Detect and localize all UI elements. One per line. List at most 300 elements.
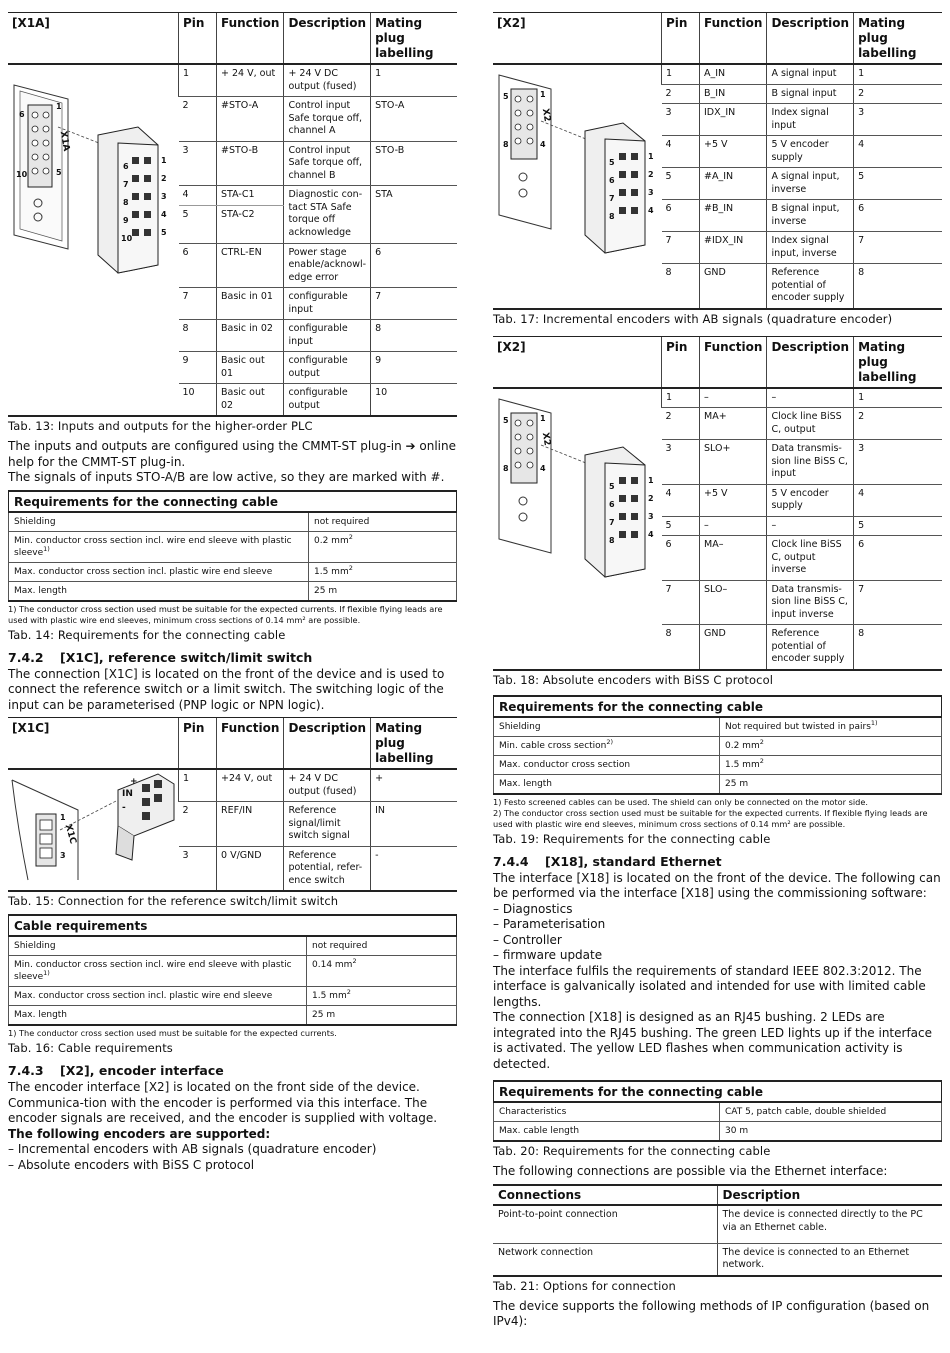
text-fragment: 1 <box>648 152 654 161</box>
table-row <box>9 531 457 562</box>
paragraph: The encoder interface [X2] is located on the front side of the device. Communica-tion with the encoder is performed via this interface. The encoder signals are received, and the encoder is supplied with voltage. <box>8 1080 438 1125</box>
footnote <box>8 604 457 626</box>
table-header-cell: Function <box>700 13 767 65</box>
table-cell: Characteristics <box>494 1102 720 1122</box>
x2-biss-connector-figure <box>493 388 662 670</box>
table-row <box>8 769 457 802</box>
table-cell: STO-A <box>371 97 457 142</box>
table-cell: Max. length <box>9 1006 307 1026</box>
table-cell: B signal input <box>767 84 854 104</box>
table-cell: Diagnostic con-tact STA Safe torque off acknowledge <box>284 186 371 244</box>
text-fragment: 2 <box>759 756 764 765</box>
table-row <box>9 936 457 956</box>
table-cell: Reference potential of encoder supply <box>767 264 854 309</box>
table-cell: Shielding <box>9 936 307 956</box>
x1c-label-pin3: 3 <box>60 851 66 860</box>
list-item: – firmware update <box>493 948 942 964</box>
table-cell: Basic in 01 <box>217 288 284 320</box>
table-cell: 8 <box>179 320 217 352</box>
x1a-connector-figure <box>8 64 179 416</box>
table-cell: Max. conductor cross section <box>494 755 720 774</box>
table-cell: + 24 V, out <box>217 64 284 97</box>
table-header-cell: Mating plug labelling <box>854 13 942 65</box>
text-fragment: 6 <box>609 499 615 509</box>
table-cell: 4 <box>854 136 942 168</box>
x1c-connector-drawing <box>8 770 178 884</box>
table-row <box>9 956 457 987</box>
table-cell: + <box>371 769 457 802</box>
x2-connector-figure <box>493 64 662 309</box>
table-cell: STA-C1 <box>217 186 284 206</box>
table-cell <box>309 531 457 562</box>
table-cell: Reference potential of encoder supply <box>767 625 854 670</box>
table-row <box>8 64 457 97</box>
x2-label-connector: X2 <box>539 107 552 123</box>
table-cell: #IDX_IN <box>700 232 767 264</box>
paragraph: The interface fulfils the requirements of standard IEEE 802.3:2012. The interface is galvanically isolated and intended for use with limited cable lengths. <box>493 963 926 1009</box>
table-cell: 8 <box>662 625 700 670</box>
text-fragment: 0.14 mm <box>312 960 353 970</box>
plug-label-3: 3 <box>161 192 167 201</box>
table-cell: configurable input <box>284 320 371 352</box>
plug-label-1: 1 <box>161 156 167 165</box>
table-cell: not required <box>309 512 457 532</box>
x1c-label-pin1: 1 <box>60 813 66 822</box>
list-item: – Diagnostics <box>493 902 942 918</box>
header-mating-plug: Mating plug labelling <box>371 13 457 65</box>
table-header-cell: Description <box>767 336 854 388</box>
table-row <box>493 1205 942 1243</box>
table-header-cell: [X2] <box>493 13 662 65</box>
x2-biss-pin-table <box>493 336 942 671</box>
table-cell: not required <box>307 936 457 956</box>
table-cell: STA <box>371 186 457 244</box>
table-cell: B_IN <box>700 84 767 104</box>
table-cell: 6 <box>371 243 457 288</box>
table-cell: #STO-B <box>217 141 284 186</box>
table-cell: 7 <box>662 580 700 625</box>
table-row <box>494 717 942 737</box>
tab19-caption: Tab. 19: Requirements for the connecting cable <box>493 831 771 846</box>
table-cell: – <box>700 388 767 408</box>
table-cell: 1 <box>854 388 942 408</box>
table-row <box>494 774 942 794</box>
table-cell: A_IN <box>700 64 767 84</box>
table-cell: 6 <box>662 200 700 232</box>
table-cell: 1 <box>662 388 700 408</box>
table-cell: 10 <box>371 384 457 417</box>
header-description: Description <box>284 13 371 65</box>
table-cell: 5 <box>854 168 942 200</box>
section-heading-744 <box>493 854 942 869</box>
table-cell: +5 V <box>700 136 767 168</box>
table-cell: Power stage enable/acknowl-edge error <box>284 243 371 288</box>
table-header <box>493 1185 942 1206</box>
text-fragment: 2 <box>348 532 353 541</box>
table-cell: – <box>767 516 854 536</box>
text-fragment: 8 <box>503 463 509 473</box>
table-cell: SLO– <box>700 580 767 625</box>
table-cell: B signal input, inverse <box>767 200 854 232</box>
paragraph: The connection [X18] is designed as an RJ45 bushing. 2 LEDs are integrated into the RJ45 bushing. The green LED lights up if the interface is activated. The yellow LED flashes when communication activity is detected. <box>493 1010 933 1071</box>
table-cell: 5 <box>662 168 700 200</box>
table-title: Requirements for the connecting cable <box>494 1081 942 1102</box>
table-header-cell: Mating plug labelling <box>371 718 457 770</box>
table-cell: #STO-A <box>217 97 284 142</box>
table-cell: IN <box>371 802 457 847</box>
table-cell: 1 <box>179 769 217 802</box>
plug-label-5: 5 <box>161 228 167 237</box>
table-cell: 5 V encoder supply <box>767 484 854 516</box>
plug-label-10: 10 <box>121 234 133 243</box>
table-cell: Clock line BiSS C, output inverse <box>767 536 854 581</box>
x2-biss-connector-drawing <box>493 389 661 657</box>
table-row <box>494 1122 942 1142</box>
text-fragment: 8 <box>503 140 509 149</box>
table-title: Requirements for the connecting cable <box>494 696 942 717</box>
table-row <box>9 987 457 1006</box>
header-connector: [X1A] <box>8 13 179 65</box>
table-cell: Index signal input <box>767 104 854 136</box>
connection-options-table <box>493 1184 942 1277</box>
table-cell: configurable output <box>284 384 371 417</box>
table-row <box>494 1102 942 1122</box>
table-cell: 6 <box>854 200 942 232</box>
table-cell: + 24 V DC output (fused) <box>284 769 371 802</box>
table-cell: 4 <box>662 484 700 516</box>
table-header-cell: Function <box>217 718 284 770</box>
text-fragment: 1.5 mm <box>725 759 760 770</box>
x1a-label-pin1: 1 <box>56 102 62 111</box>
table-cell: configurable output <box>284 352 371 384</box>
text-fragment: 7 <box>609 194 615 203</box>
tab17-caption: Tab. 17: Incremental encoders with AB signals (quadrature encoder) <box>493 311 893 326</box>
table-header-cell: [X2] <box>493 336 662 388</box>
table-cell: Network connection <box>493 1243 717 1276</box>
text-fragment: 5 <box>609 158 615 167</box>
table-cell: A signal input, inverse <box>767 168 854 200</box>
table-cell: A signal input <box>767 64 854 84</box>
footnote <box>8 1028 457 1039</box>
table-cell: 2 <box>854 408 942 440</box>
text-fragment: Min. conductor cross section incl. wire end sleeve with plastic sleeve <box>14 535 292 558</box>
text-fragment: The following encoders are supported: <box>8 1126 271 1141</box>
cable-requirements-table-1 <box>8 490 457 602</box>
table-cell: 10 <box>179 384 217 417</box>
table-cell: 8 <box>854 264 942 309</box>
table-cell: + 24 V DC output (fused) <box>284 64 371 97</box>
tab21-caption: Tab. 21: Options for connection <box>493 1278 676 1293</box>
table-cell: 3 <box>854 440 942 485</box>
table-cell: 7 <box>662 232 700 264</box>
table-cell: CAT 5, patch cable, double shielded <box>720 1102 942 1122</box>
table-cell: 4 <box>179 186 217 206</box>
text-fragment: 1) <box>43 544 50 553</box>
header-pin: Pin <box>179 13 217 65</box>
table-cell: 7 <box>854 232 942 264</box>
text-fragment: [X18], standard Ethernet <box>545 853 722 869</box>
table-cell: – <box>700 516 767 536</box>
cable-requirements-table-2 <box>8 914 457 1026</box>
table-cell: 4 <box>854 484 942 516</box>
x1a-label-connector: X1A <box>57 130 72 153</box>
table-header <box>493 336 942 388</box>
table-cell: 0 V/GND <box>217 846 284 891</box>
x2-incremental-pin-table <box>493 12 942 310</box>
table-cell: 1 <box>179 64 217 97</box>
table-cell: Basic out 02 <box>217 384 284 417</box>
function-list <box>493 902 942 964</box>
table-cell: GND <box>700 625 767 670</box>
text-fragment: 2 <box>759 737 764 746</box>
table-cell: 1 <box>371 64 457 97</box>
text-fragment: 1.5 mm <box>314 566 349 577</box>
table-title: Requirements for the connecting cable <box>9 491 457 512</box>
text-fragment: 2) <box>606 737 614 746</box>
table-cell <box>307 956 457 987</box>
x1c-label-in: IN <box>122 789 133 799</box>
table-cell: – <box>767 388 854 408</box>
table-cell: Max. conductor cross section incl. plastic wire end sleeve <box>9 987 307 1006</box>
text-fragment: Min. conductor cross section incl. wire end sleeve with plastic sleeve <box>14 960 292 982</box>
table-cell <box>720 755 942 774</box>
text-fragment: Festo screened cables can be used. The shield can only be connected on the motor side. <box>504 796 868 807</box>
text-fragment: 1) <box>8 1028 17 1038</box>
table-row <box>494 755 942 774</box>
text-fragment: 4 <box>540 140 546 149</box>
footnote <box>493 808 942 830</box>
text-fragment: 1) <box>493 796 502 807</box>
table-row <box>9 581 457 601</box>
table-cell: 5 <box>179 205 217 243</box>
x1c-connector-figure <box>8 769 179 891</box>
plug-label-2: 2 <box>161 174 167 183</box>
tab18-caption: Tab. 18: Absolute encoders with BiSS C protocol <box>493 672 774 687</box>
tab16-caption: Tab. 16: Cable requirements <box>8 1041 173 1055</box>
table-cell: Control input Safe torque off, channel B <box>284 141 371 186</box>
table-cell: 4 <box>662 136 700 168</box>
tab13-caption: Tab. 13: Inputs and outputs for the higher-order PLC <box>8 419 313 433</box>
table-header-cell: Mating plug labelling <box>854 336 942 388</box>
table-cell: 3 <box>854 104 942 136</box>
table-cell: #A_IN <box>700 168 767 200</box>
plug-label-7: 7 <box>123 180 129 189</box>
table-row <box>493 64 942 84</box>
table-cell: Shielding <box>9 512 309 532</box>
table-title: Cable requirements <box>9 915 457 936</box>
table-cell: 9 <box>179 352 217 384</box>
table-header-cell: Function <box>700 336 767 388</box>
text-fragment: The conductor cross section used must be suitable for the expected currents. If flexible flying leads are used with plastic wire end sleeves, minimum cross sections of 0.14 mm² are possible. <box>493 807 928 829</box>
table-cell: Data transmis-sion line BiSS C, input <box>767 440 854 485</box>
plug-label-6: 6 <box>123 162 129 171</box>
table-row <box>9 1006 457 1026</box>
cable-requirements-table-3 <box>493 695 942 795</box>
x1a-label-pin10: 10 <box>16 170 28 179</box>
text-fragment: 1) <box>43 969 50 977</box>
table-header-cell: [X1C] <box>8 718 179 770</box>
text-fragment: Min. cable cross section <box>499 740 607 751</box>
left-column <box>8 12 457 1173</box>
text-fragment: X2 <box>539 431 552 447</box>
table-cell: Index signal input, inverse <box>767 232 854 264</box>
table-cell: 25 m <box>307 1006 457 1026</box>
table-cell <box>494 736 720 755</box>
table-cell: The device is connected directly to the PC via an Ethernet cable. <box>717 1205 942 1243</box>
table-cell: 25 m <box>720 774 942 794</box>
table-cell: 3 <box>662 104 700 136</box>
footnote <box>493 797 942 808</box>
table-cell: 25 m <box>309 581 457 601</box>
text-fragment: Not required but twisted in pairs <box>725 721 871 732</box>
paragraph: The interface [X18] is located on the front of the device. The following can be performed via the interface [X18] using the commissioning software: <box>493 870 941 900</box>
tab14-caption: Tab. 14: Requirements for the connecting cable <box>8 627 286 642</box>
table-cell <box>720 717 942 737</box>
plug-label-9: 9 <box>123 216 129 225</box>
paragraph: The inputs and outputs are configured using the CMMT-ST plug-in ➔ online help for the CMMT-ST plug-in. <box>8 439 457 469</box>
table-cell: 7 <box>854 580 942 625</box>
table-row <box>493 1243 942 1276</box>
table-cell: 8 <box>371 320 457 352</box>
table-cell: Basic in 02 <box>217 320 284 352</box>
text-fragment: 1) <box>8 603 17 614</box>
text-fragment: 2 <box>648 493 654 503</box>
table-cell: 30 m <box>720 1122 942 1142</box>
text-fragment: [X2], encoder interface <box>60 1063 224 1078</box>
text-fragment: [X1C], reference switch/limit switch <box>60 649 313 665</box>
tab20-caption: Tab. 20: Requirements for the connecting cable <box>493 1144 771 1158</box>
table-cell: 2 <box>662 84 700 104</box>
table-cell: 8 <box>854 625 942 670</box>
table-row <box>494 736 942 755</box>
table-cell: #B_IN <box>700 200 767 232</box>
table-cell: Reference potential, refer-ence switch <box>284 846 371 891</box>
table-cell: Control input Safe torque off, channel A <box>284 97 371 142</box>
table-cell: configurable input <box>284 288 371 320</box>
header-function: Function <box>217 13 284 65</box>
text-fragment: 8 <box>609 535 615 545</box>
text-fragment: 0.2 mm <box>314 535 349 546</box>
table-cell: Max. cable length <box>494 1122 720 1142</box>
list-item: – Controller <box>493 933 942 949</box>
table-cell: 3 <box>662 440 700 485</box>
text-fragment: 7.4.4 <box>493 853 529 869</box>
text-fragment: 6 <box>609 176 615 185</box>
plug-label-8: 8 <box>123 198 129 207</box>
text-fragment: 2) <box>493 807 502 818</box>
text-fragment: 7 <box>609 517 615 527</box>
table-row <box>9 512 457 532</box>
table-cell: 8 <box>662 264 700 309</box>
table-cell: +24 V, out <box>217 769 284 802</box>
table-cell: 3 <box>179 846 217 891</box>
table-header-cell: Pin <box>662 13 700 65</box>
list-item: – Parameterisation <box>493 917 942 933</box>
x2-connector-drawing <box>493 65 661 289</box>
table-header-cell: Connections <box>493 1185 717 1206</box>
table-cell: - <box>371 846 457 891</box>
table-cell: SLO+ <box>700 440 767 485</box>
table-cell: GND <box>700 264 767 309</box>
table-cell: 6 <box>662 536 700 581</box>
text-fragment: 4 <box>648 206 654 215</box>
table-cell: +5 V <box>700 484 767 516</box>
table-cell: Point-to-point connection <box>493 1205 717 1243</box>
table-cell: 7 <box>179 288 217 320</box>
table-cell: STO-B <box>371 141 457 186</box>
paragraph <box>8 1127 457 1143</box>
table-header-cell: Description <box>717 1185 942 1206</box>
table-cell <box>309 562 457 581</box>
x1c-label-minus: - <box>122 803 126 813</box>
text-fragment: 2 <box>346 988 351 996</box>
table-cell: 6 <box>854 536 942 581</box>
table-cell: 5 <box>662 516 700 536</box>
table-cell: 1 <box>662 64 700 84</box>
x1c-label-connector: X1C <box>62 823 78 846</box>
table-header-cell: Pin <box>179 718 217 770</box>
table-header-cell: Pin <box>662 336 700 388</box>
paragraph: The following connections are possible via the Ethernet interface: <box>493 1164 888 1178</box>
table-header <box>493 13 942 65</box>
table-cell: 1 <box>854 64 942 84</box>
table-cell: Max. conductor cross section incl. plastic wire end sleeve <box>9 562 309 581</box>
table-cell: MA– <box>700 536 767 581</box>
text-fragment: 3 <box>648 188 654 197</box>
table-cell: MA+ <box>700 408 767 440</box>
list-item: – Absolute encoders with BiSS C protocol <box>8 1158 457 1174</box>
text-fragment: 3 <box>648 511 654 521</box>
paragraph: The connection [X1C] is located on the front of the device and is used to connect the reference switch or a limit switch. The switching logic of the input can be parameterised (PNP logic or NPN logic). <box>8 666 445 712</box>
list-item: – Incremental encoders with AB signals (quadrature encoder) <box>8 1142 457 1158</box>
right-column <box>493 12 942 1330</box>
x1a-pin-table <box>8 12 457 417</box>
cable-requirements-table-4 <box>493 1080 942 1142</box>
table-cell <box>9 956 307 987</box>
x1c-pin-table <box>8 717 457 892</box>
text-fragment: The conductor cross section used must be suitable for the expected currents. <box>19 1028 337 1038</box>
table-cell: The device is connected to an Ethernet network. <box>717 1243 942 1276</box>
text-fragment: 5 <box>609 481 615 491</box>
x1a-label-pin5: 5 <box>56 168 62 177</box>
table-cell <box>307 987 457 1006</box>
table-cell: 2 <box>179 97 217 142</box>
section-heading-743 <box>8 1063 457 1078</box>
table-cell: 2 <box>662 408 700 440</box>
table-row <box>493 388 942 408</box>
encoder-list <box>8 1142 457 1173</box>
text-fragment: 2 <box>352 957 357 965</box>
table-header-cell: Description <box>767 13 854 65</box>
table-cell: Shielding <box>494 717 720 737</box>
table-cell: IDX_IN <box>700 104 767 136</box>
paragraph: The device supports the following methods of IP configuration (based on IPv4): <box>493 1298 930 1328</box>
table-cell: Clock line BiSS C, output <box>767 408 854 440</box>
table-cell: 3 <box>179 141 217 186</box>
text-fragment: 0.2 mm <box>725 740 760 751</box>
x1c-label-plus: + <box>130 777 138 787</box>
table-cell: CTRL-EN <box>217 243 284 288</box>
paragraph: The signals of inputs STO-A/B are low active, so they are marked with #. <box>8 470 445 484</box>
text-fragment: 1 <box>540 90 546 99</box>
table-cell: 6 <box>179 243 217 288</box>
table-cell: 2 <box>179 802 217 847</box>
table-cell: Max. length <box>9 581 309 601</box>
text-fragment: 1.5 mm <box>312 991 347 1001</box>
table-cell: Data transmis-sion line BiSS C, input inverse <box>767 580 854 625</box>
text-fragment: 1 <box>648 475 654 485</box>
text-fragment: 2 <box>648 170 654 179</box>
